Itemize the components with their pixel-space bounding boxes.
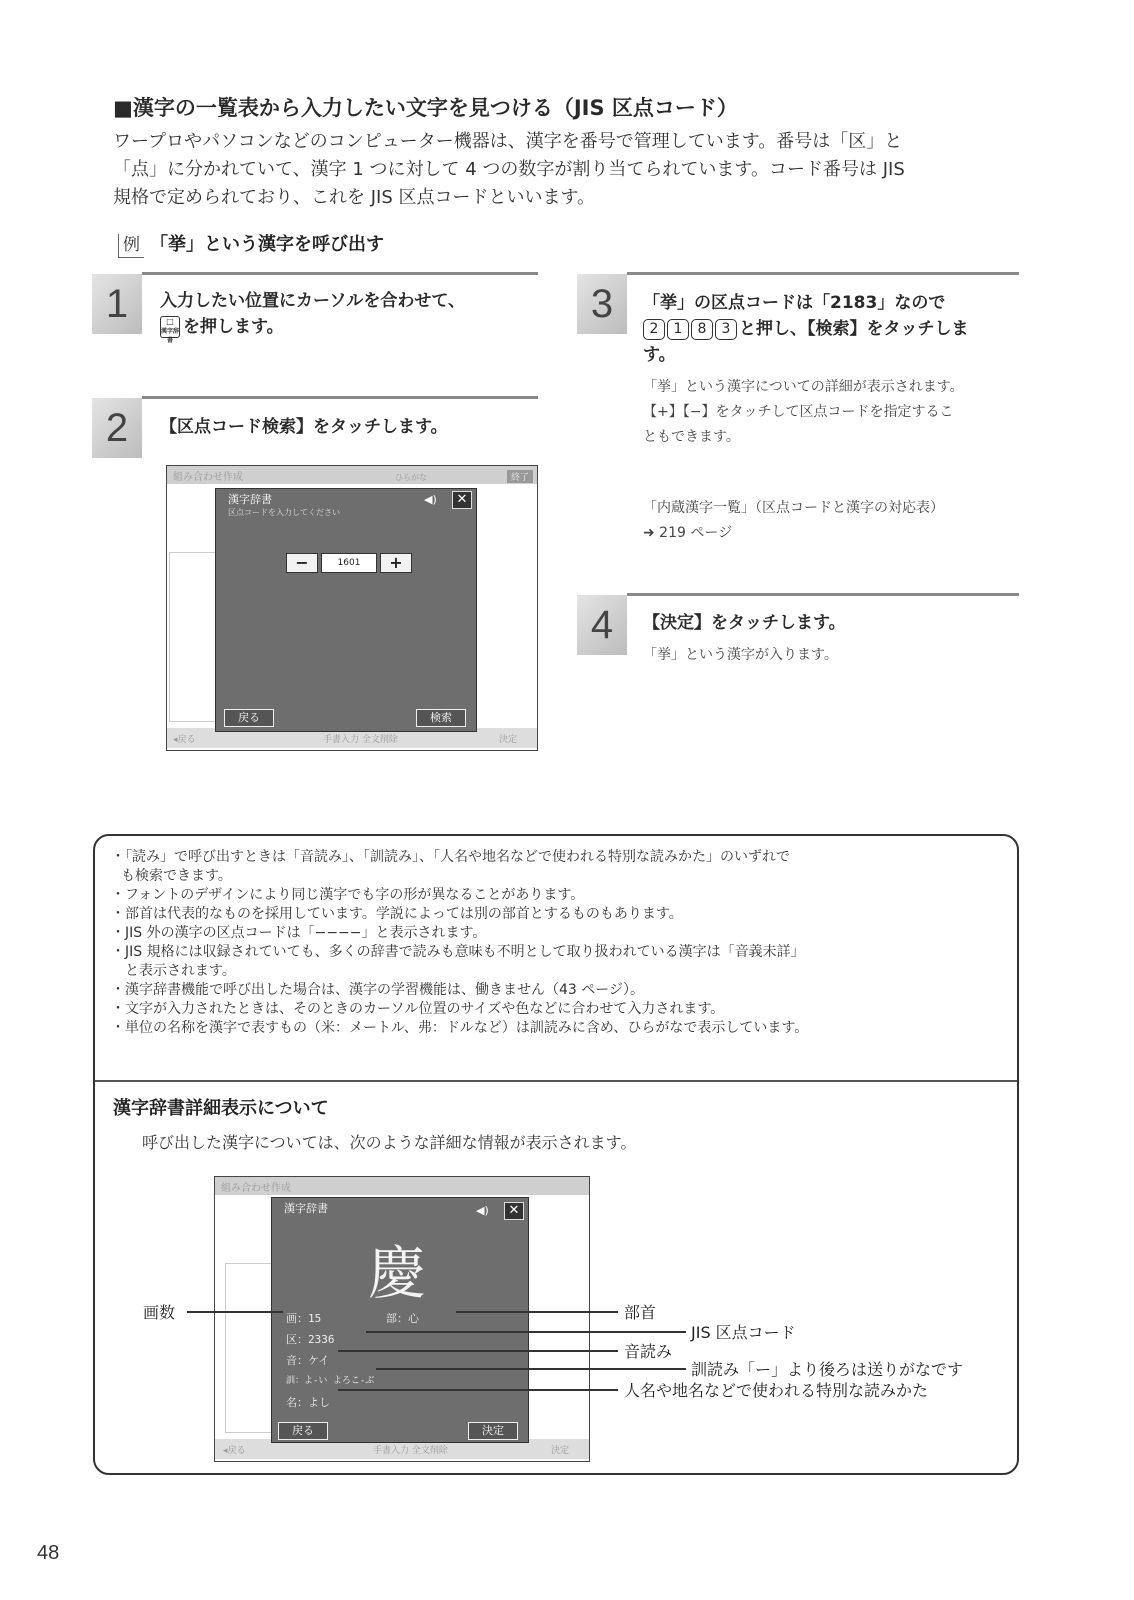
note-item: ・ 文字が入力されたときは、そのときのカーソル位置のサイズや色などに合わせて入力されます。 (111, 1000, 1011, 1019)
label-on: 音読み (624, 1342, 673, 1361)
leader-code (366, 1331, 686, 1333)
leader-name (338, 1389, 618, 1391)
intro-paragraph: ワープロやパソコンなどのコンピューター機器は、漢字を番号で管理しています。番号は「区」と 「点」に分かれていて、漢字 1 つに対して 4 つの数字が割り当てられています。コード番号は JIS 規格で定められており、これを JIS 区点コードといいます。 (113, 131, 905, 208)
step-3-reference: 「内蔵漢字一覧」（区点コードと漢字の対応表） ➜ 219 ページ (643, 500, 944, 541)
screen-header-bar: 組み合わせ作成 (215, 1177, 589, 1195)
kanji-dictionary-dialog (215, 488, 477, 732)
step-2-rule (142, 396, 538, 399)
device-screen-code-search (166, 465, 538, 751)
step-1-text: 入力したい位置にカーソルを合わせて、 □ 漢字辞書を押します。 (160, 291, 465, 344)
step-1-number: 1 (92, 274, 142, 334)
label-name: 人名や地名などで使われる特別な読みかた (624, 1381, 929, 1400)
kun-reading-field: 訓：よ-い よろこ-ぶ (286, 1376, 375, 1386)
screen-footer-bar: ◂戻る 手書入力 全文削除 決定 (167, 728, 537, 748)
search-button[interactable]: 検索 (416, 709, 466, 727)
back-button[interactable]: 戻る (224, 709, 274, 727)
screen-text-area (169, 552, 221, 722)
step-4-title: 【決定】をタッチします。 (643, 613, 846, 633)
code-value-field[interactable]: 1601 (321, 553, 377, 573)
dialog-subtitle: 区点コードを入力してください (228, 508, 340, 517)
screen-text-area (225, 1263, 275, 1433)
code-stepper (286, 553, 416, 573)
step-3-rule (627, 272, 1019, 275)
step-4-rule (627, 593, 1019, 596)
close-icon[interactable]: ✕ (504, 1202, 524, 1220)
key-2: 2 (643, 319, 665, 340)
dictionary-key-icon: □ 漢字辞書 (161, 317, 180, 344)
example-heading: 例 「挙」という漢字を呼び出す (118, 230, 384, 258)
step-3-title: 「挙」の区点コードは「2183」なので 2 1 8 3 と押し、【検索】をタッチしま す。 (643, 293, 969, 365)
key-1: 1 (667, 319, 689, 340)
screen-footer-bar: ◂戻る 手書入力 全文削除 決定 (215, 1439, 589, 1459)
kanji-detail-dialog (271, 1197, 529, 1443)
note-item: ・ 「読み」で呼び出すときは「音読み」、「訓読み」、「人名や地名などで使われる特別な読みかた」のいずれで (111, 848, 1011, 867)
back-button[interactable]: 戻る (278, 1422, 328, 1440)
on-reading-field: 音：ケイ (286, 1354, 330, 1367)
name-reading-field: 名：よし (286, 1396, 330, 1409)
note-item: ・ 単位の名称を漢字で表すもの（米：メートル、弗：ドルなど）は訓読みに含め、ひらがなで表示しています。 (111, 1019, 1011, 1038)
note-item: ・ フォントのデザインにより同じ漢字でも字の形が異なることがあります。 (111, 886, 1011, 905)
dialog-title: 漢字辞書 (228, 493, 272, 506)
note-item: ・ JIS 外の漢字の区点コードは「−−−−」と表示されます。 (111, 924, 1011, 943)
code-minus-button[interactable]: − (286, 553, 318, 573)
notes-divider (95, 1080, 1017, 1082)
note-item: ・ 漢字辞書機能で呼び出した場合は、漢字の学習機能は、働きません（43 ページ）。 (111, 981, 1011, 1000)
screen-header-bar: 組み合わせ作成 ひらがな 終了 (167, 466, 537, 484)
key-3: 3 (715, 319, 737, 340)
step-2-title: 【区点コード検索】をタッチします。 (160, 417, 448, 437)
label-strokes: 画数 (143, 1303, 176, 1322)
detail-section-text: 呼び出した漢字については、次のような詳細な情報が表示されます。 (142, 1133, 637, 1152)
step-1-rule (142, 272, 538, 275)
note-item: ・ JIS 規格には収録されていても、多くの辞書で読みも意味も不明として取り扱われている漢字は「音義未詳」 (111, 943, 1011, 962)
step-4-description: 「挙」という漢字が入ります。 (643, 647, 838, 663)
ok-button[interactable]: 決定 (468, 1422, 518, 1440)
detail-section-title: 漢字辞書詳細表示について (113, 1098, 329, 1119)
label-kun: 訓読み「ー」より後ろは送りがなです (691, 1360, 964, 1379)
example-badge: 例 (118, 234, 144, 258)
code-plus-button[interactable]: + (380, 553, 412, 573)
volume-icon[interactable]: ◀) (476, 1204, 489, 1217)
leader-on (338, 1350, 618, 1352)
step-4-number: 4 (577, 595, 627, 655)
volume-icon[interactable]: ◀) (424, 493, 437, 506)
leader-strokes (187, 1311, 283, 1313)
section-heading: ■漢字の一覧表から入力したい文字を見つける（JIS 区点コード） (113, 96, 738, 120)
step-3-description: 「挙」という漢字についての詳細が表示されます。 【+】【−】をタッチして区点コードを指定するこ ともできます。 (643, 379, 964, 445)
step-3-number: 3 (577, 274, 627, 334)
dialog-title: 漢字辞書 (284, 1202, 328, 1215)
leader-kun (376, 1368, 686, 1370)
notes-list (111, 848, 1011, 1038)
label-code: JIS 区点コード (691, 1323, 796, 1342)
label-radical: 部首 (624, 1303, 657, 1322)
radical-field: 部：心 (386, 1312, 419, 1325)
close-icon[interactable]: ✕ (452, 491, 472, 509)
step-2-number: 2 (92, 398, 142, 458)
strokes-field: 画：15 (286, 1312, 322, 1325)
note-item-continued: も検索できます。 (121, 868, 232, 884)
device-screen-detail (214, 1176, 590, 1462)
code-field: 区：2336 (286, 1333, 335, 1346)
note-item: ・ 部首は代表的なものを採用しています。学説によっては別の部首とするものもあります。 (111, 905, 1011, 924)
note-item-continued: と表示されます。 (125, 963, 236, 979)
kanji-glyph: 慶 (368, 1239, 427, 1307)
leader-radical (456, 1311, 618, 1313)
key-8: 8 (691, 319, 713, 340)
page-number: 48 (37, 1542, 60, 1564)
